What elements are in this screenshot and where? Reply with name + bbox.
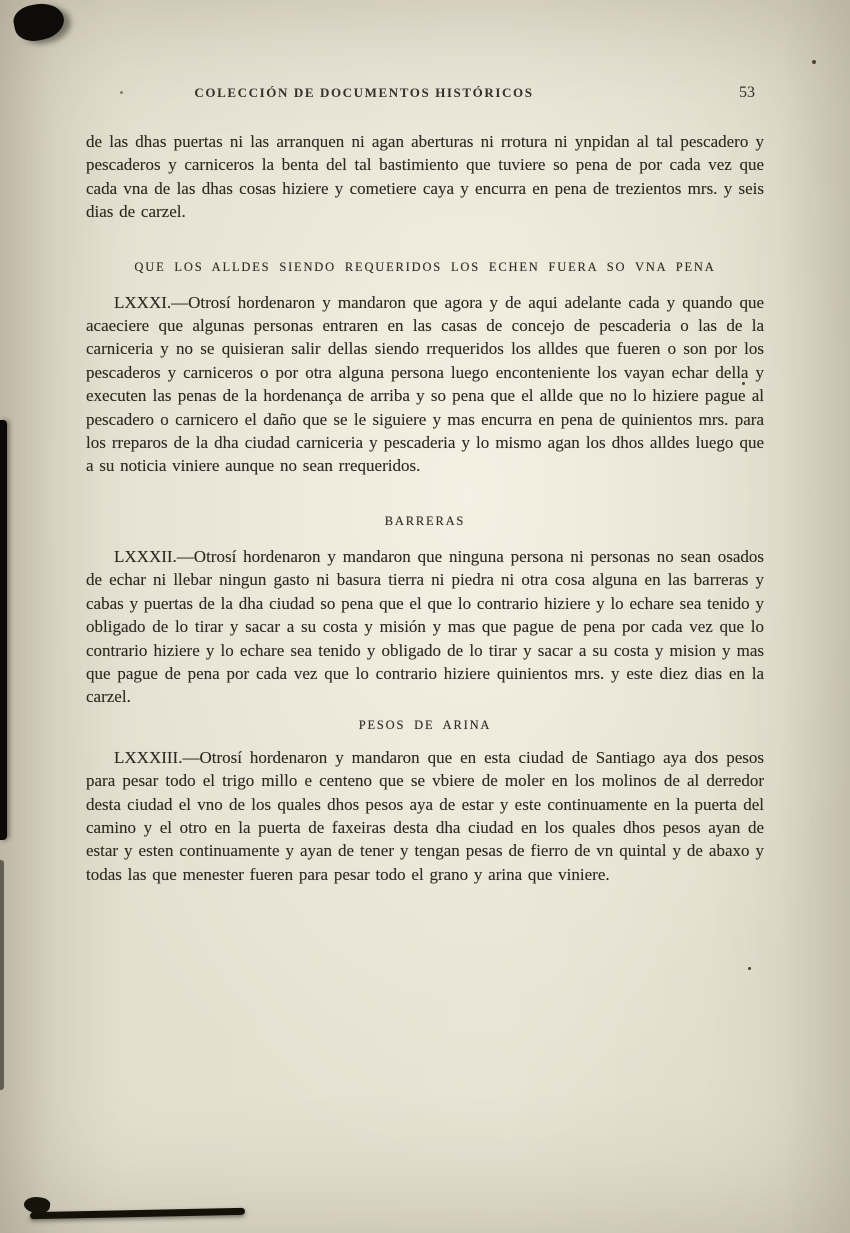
scan-speck <box>748 967 751 970</box>
body-paragraph-lxxxii: LXXXII.—Otrosí hordenaron y mandaron que ninguna persona ni personas no sean osados de echar ni llebar ningun gasto ni basura tierra ni piedra ni otra cosa alguna en las barreras y cabas y puertas de la dha ciudad so pena que el que lo contrario hiziere y lo echare sea tenido y obligado de lo tirar y sacar a su costa y misión y mas que pague de pena por cada vez que lo contrario hiziere y lo echare sea tenido y obligado de lo tirar y sacar a su costa y mision y mas que pague de pena por cada vez que lo contrario hiziere quinientos mrs. y este diez dias en la carzel. <box>86 546 764 707</box>
text-block <box>86 130 764 886</box>
section-heading-alldes: QUE LOS ALLDES SIENDO REQUERIDOS LOS ECHEN FUERA SO VNA PENA <box>134 259 716 274</box>
section-heading-barreras: BARRERAS <box>384 513 466 528</box>
scan-shadow-left-edge-faint <box>0 860 4 1090</box>
body-paragraph-lxxxiii: LXXXIII.—Otrosí hordenaron y mandaron que en esta ciudad de Santiago aya dos pesos para pesar todo el trigo millo e centeno que se vbiere de moler en los molinos de al derredor desta ciudad el vno de los quales dhos pesos aya de estar y este continuamente en la puerta del camino y el otro en la puerta de faxeiras desta dha ciudad en los quales dhos pesos ayan de estar y esten continuamente y ayan de tener y tengan pesas de fierro de vn quintal y de abaxo y todas las que menester fueren para pesar todo el grano y arina que viniere. <box>86 747 764 884</box>
body-paragraph-continuation: de las dhas puertas ni las arranquen ni agan aberturas ni rrotura ni ynpidan al tal pescadero y pescaderos y carniceros la benta del tal bastimiento que tuviere so pena de por cada vez que cada vna de las dhas cosas hiziere y cometiere caya y encurra en pena de trezientos mrs. y seis dias de carzel. <box>86 132 764 222</box>
page-number: 53 <box>739 84 755 101</box>
scan-smudge-top-left <box>11 0 67 45</box>
running-title: COLECCIÓN DE DOCUMENTOS HISTÓRICOS <box>194 85 534 100</box>
section-heading-pesos-de-arina: PESOS DE ARINA <box>358 717 492 732</box>
scan-speck <box>812 60 816 64</box>
body-paragraph-lxxxi: LXXXI.—Otrosí hordenaron y mandaron que agora y de aqui adelante cada y quando que acaeciere que algunas personas entraren en las casas de concejo de pescaderia o las de la carniceria y no se quisieran salir dellas siendo rrequeridos los alldes que fueren o son por los pescaderos y carniceros o por otra alguna persona luego enconteniente los vayan echar della y executen las penas de la hordenança de arriba y so pena que el allde que no lo hiziere pague al pescadero o carnicero el daño que se le siguiere y mas encurra en pena de quinientos mrs. para los rreparos de la dha ciudad carniceria y pescaderia y lo mismo agan los dhos alldes luego que a su noticia viniere aunque no sean rrequeridos. <box>86 292 764 476</box>
scan-shadow-left-edge <box>0 420 7 840</box>
scan-smudge-bottom <box>30 1208 245 1220</box>
page-header <box>85 84 765 102</box>
scan-smudge-bottom-blob <box>23 1195 51 1214</box>
